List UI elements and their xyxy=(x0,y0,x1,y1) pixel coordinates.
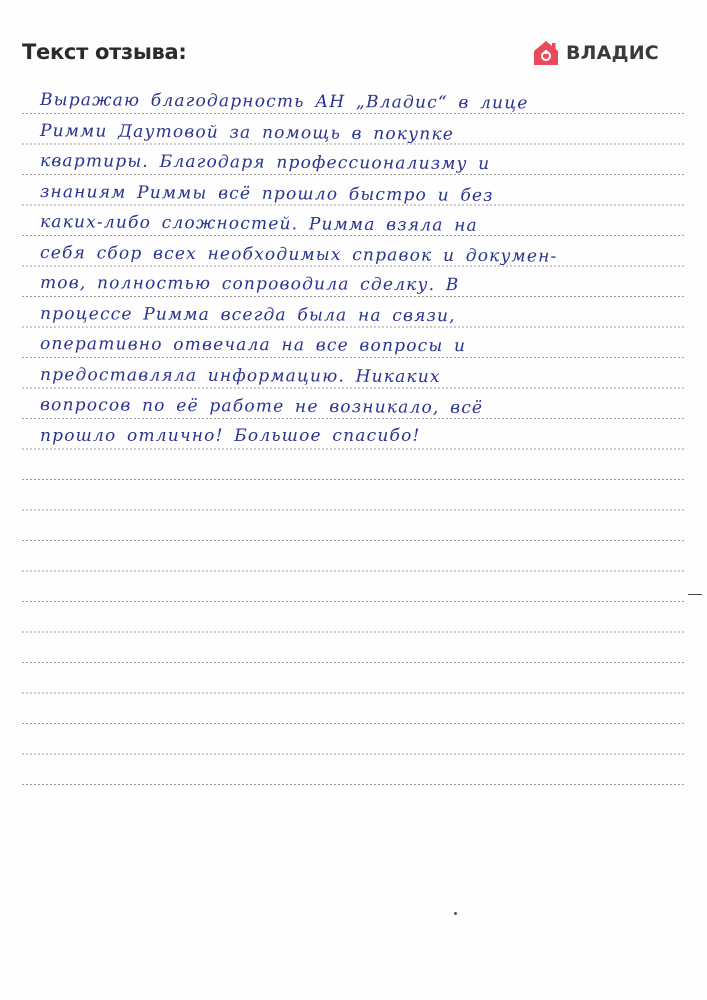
paper-edge-mark xyxy=(688,594,702,595)
company-logo xyxy=(532,38,659,68)
review-line: оперативно отвечала на все вопросы и xyxy=(39,334,467,357)
review-line: каких-либо сложностей. Римма взяла на xyxy=(39,212,479,236)
review-line: себя сбор всех необходимых справок и докумен- xyxy=(39,242,558,267)
review-line: процессе Римма всегда была на связи, xyxy=(39,303,456,326)
review-line: знаниям Риммы всё прошло быстро и без xyxy=(39,181,494,206)
review-line: предоставляла информацию. Никаких xyxy=(39,364,441,387)
handwritten-review-text xyxy=(40,85,700,451)
paper-speck xyxy=(454,912,457,915)
house-icon xyxy=(532,39,560,67)
review-line: Римми Даутовой за помощь в покупке xyxy=(39,120,455,145)
review-line: Выражаю благодарность АН „Владис“ в лице xyxy=(39,90,529,114)
logo-text: ВЛАДИС xyxy=(566,42,659,64)
review-line: вопросов по её работе не возникало, всё xyxy=(39,395,484,419)
page-title: Текст отзыва: xyxy=(22,40,187,64)
review-line: прошло отлично! Большое спасибо! xyxy=(40,425,421,446)
review-line: тов, полностью сопроводила сделку. В xyxy=(39,273,460,296)
review-line: квартиры. Благодаря профессионализму и xyxy=(39,151,491,175)
